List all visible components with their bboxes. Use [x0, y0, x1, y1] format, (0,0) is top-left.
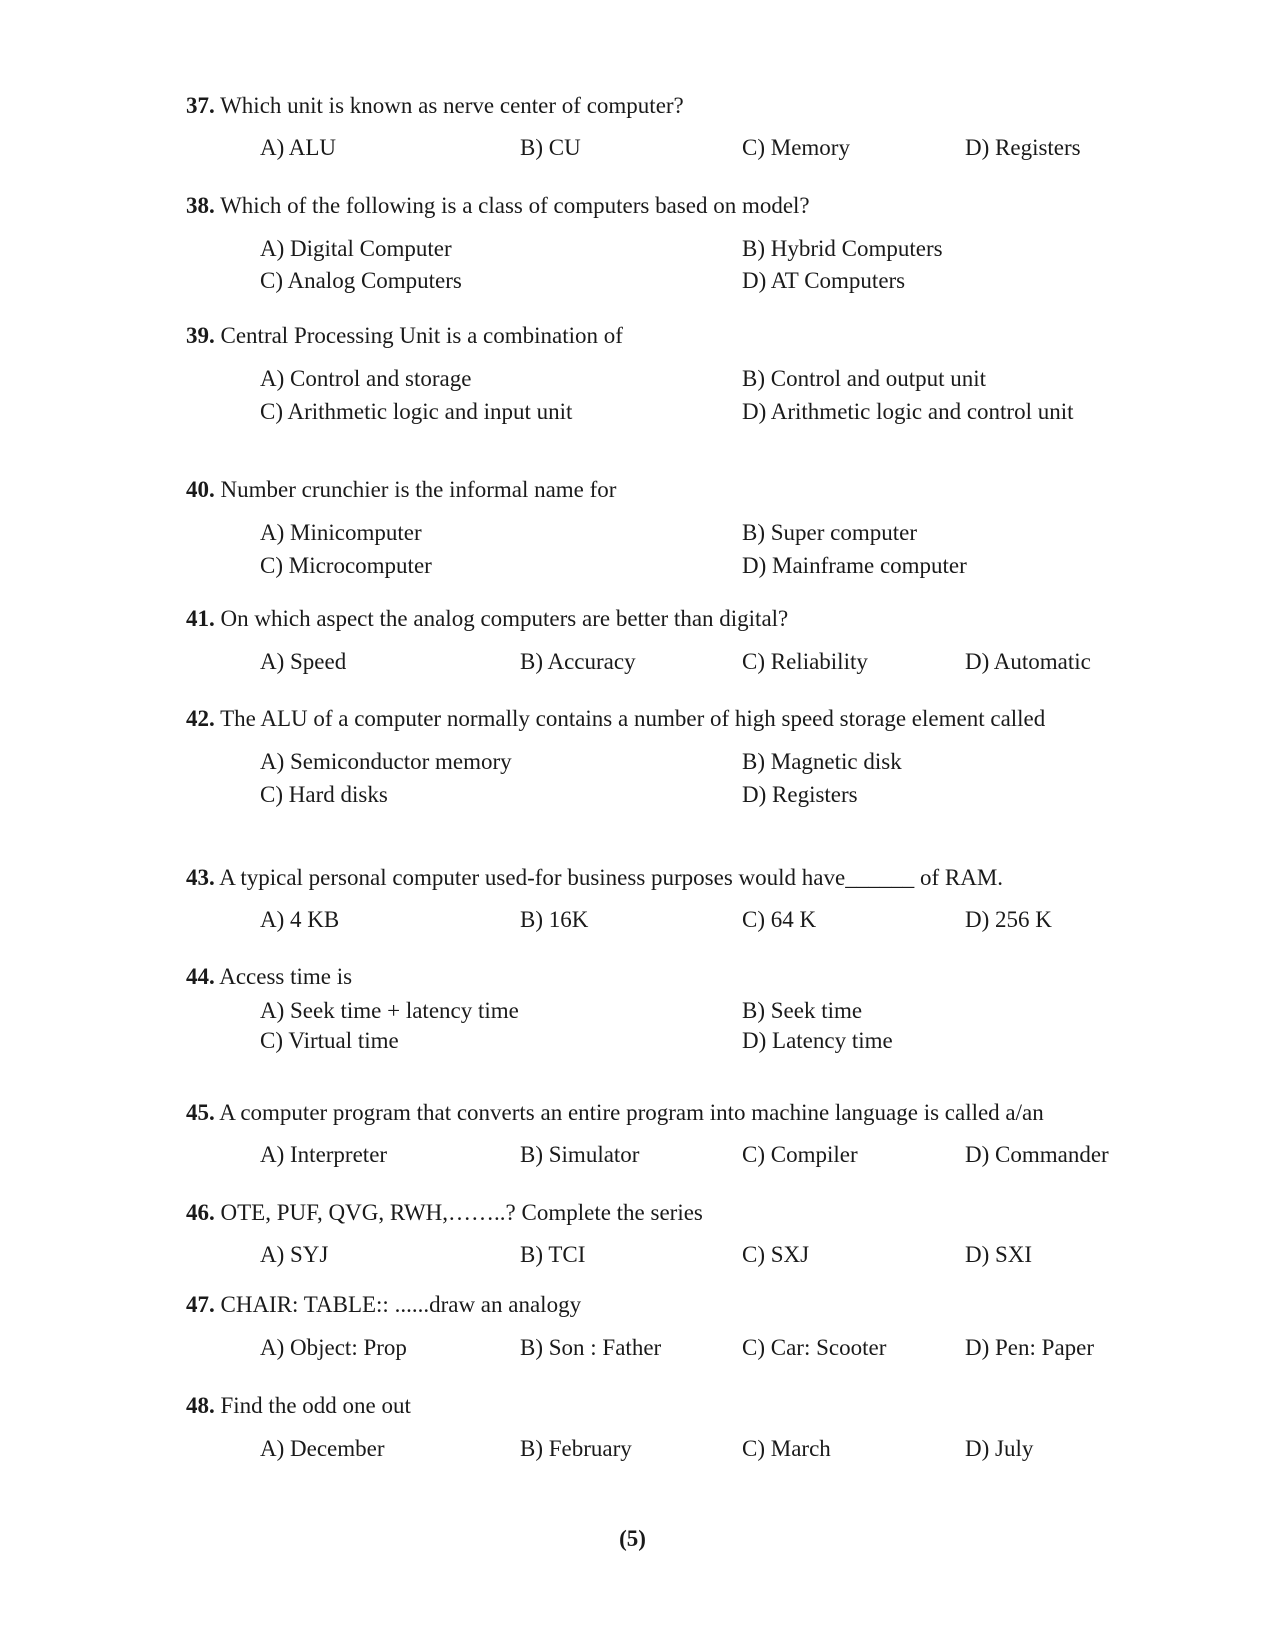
- option-d: D) Arithmetic logic and control unit: [742, 399, 1074, 424]
- question-39: [186, 322, 623, 350]
- option-a: A) ALU: [260, 135, 337, 160]
- question-text: The ALU of a computer normally contains a number of high speed storage element called: [220, 706, 1046, 731]
- option-c: C) March: [742, 1436, 831, 1461]
- option-c: C) Reliability: [742, 649, 868, 674]
- question-number: 41.: [186, 606, 215, 631]
- question-40: [186, 476, 616, 504]
- option-b: B) Control and output unit: [742, 366, 987, 391]
- option-b: B) CU: [520, 135, 581, 160]
- option-a: A) Semiconductor memory: [260, 749, 512, 774]
- question-number: 45.: [186, 1100, 215, 1125]
- question-38: [186, 192, 810, 220]
- option-d: D) Registers: [742, 782, 858, 807]
- question-number: 39.: [186, 323, 215, 348]
- option-c: C) Microcomputer: [260, 553, 432, 578]
- option-b: B) Accuracy: [520, 649, 636, 674]
- option-b: B) TCI: [520, 1242, 586, 1267]
- option-b: B) Seek time: [742, 998, 863, 1023]
- question-42: [186, 705, 1045, 733]
- question-number: 37.: [186, 93, 215, 118]
- question-47: [186, 1291, 581, 1319]
- option-d: D) Registers: [965, 135, 1081, 160]
- option-a: A) 4 KB: [260, 907, 340, 932]
- option-c: C) Virtual time: [260, 1028, 399, 1053]
- option-b: B) Son : Father: [520, 1335, 662, 1360]
- option-b: B) February: [520, 1436, 632, 1461]
- option-c: C) Car: Scooter: [742, 1335, 887, 1360]
- question-44: [186, 963, 352, 991]
- question-number: 38.: [186, 193, 215, 218]
- option-c: C) Compiler: [742, 1142, 858, 1167]
- question-41: [186, 605, 788, 633]
- question-number: 48.: [186, 1393, 215, 1418]
- option-a: A) Speed: [260, 649, 347, 674]
- question-text: Find the odd one out: [220, 1393, 411, 1418]
- question-text: A computer program that converts an entire program into machine language is called a/an: [219, 1100, 1044, 1125]
- option-d: D) Mainframe computer: [742, 553, 967, 578]
- option-a: A) Minicomputer: [260, 520, 422, 545]
- question-43: [186, 864, 1003, 892]
- option-a: A) Interpreter: [260, 1142, 388, 1167]
- question-text: Access time is: [219, 964, 353, 989]
- option-b: B) Super computer: [742, 520, 918, 545]
- question-text: Central Processing Unit is a combination of: [220, 323, 623, 348]
- option-b: B) Hybrid Computers: [742, 236, 943, 261]
- question-text: On which aspect the analog computers are better than digital?: [220, 606, 789, 631]
- option-a: A) SYJ: [260, 1242, 329, 1267]
- option-c: C) Hard disks: [260, 782, 388, 807]
- page-number: (5): [619, 1526, 646, 1551]
- question-number: 42.: [186, 706, 215, 731]
- option-a: A) Seek time + latency time: [260, 998, 519, 1023]
- option-d: D) Automatic: [965, 649, 1091, 674]
- option-a: A) December: [260, 1436, 385, 1461]
- option-d: D) July: [965, 1436, 1034, 1461]
- question-number: 47.: [186, 1292, 215, 1317]
- question-number: 44.: [186, 964, 215, 989]
- option-c: C) Analog Computers: [260, 268, 462, 293]
- option-a: A) Control and storage: [260, 366, 472, 391]
- option-c: C) SXJ: [742, 1242, 810, 1267]
- option-d: D) Latency time: [742, 1028, 893, 1053]
- question-45: [186, 1099, 1044, 1127]
- option-d: D) 256 K: [965, 907, 1052, 932]
- option-b: B) 16K: [520, 907, 589, 932]
- question-46: [186, 1199, 703, 1227]
- question-48: [186, 1392, 411, 1420]
- option-b: B) Simulator: [520, 1142, 640, 1167]
- option-a: A) Object: Prop: [260, 1335, 407, 1360]
- question-37: [186, 92, 684, 120]
- question-number: 43.: [186, 865, 215, 890]
- question-text: Which unit is known as nerve center of computer?: [220, 93, 684, 118]
- option-a: A) Digital Computer: [260, 236, 452, 261]
- question-text: OTE, PUF, QVG, RWH,……..? Complete the series: [220, 1200, 703, 1225]
- question-number: 40.: [186, 477, 215, 502]
- option-c: C) 64 K: [742, 907, 817, 932]
- option-c: C) Arithmetic logic and input unit: [260, 399, 573, 424]
- option-d: D) AT Computers: [742, 268, 906, 293]
- option-c: C) Memory: [742, 135, 850, 160]
- option-d: D) SXI: [965, 1242, 1033, 1267]
- question-number: 46.: [186, 1200, 215, 1225]
- option-d: D) Pen: Paper: [965, 1335, 1095, 1360]
- question-text: A typical personal computer used-for business purposes would have______ of RAM.: [219, 865, 1004, 890]
- question-text: CHAIR: TABLE:: ......draw an analogy: [220, 1292, 582, 1317]
- question-text: Number crunchier is the informal name for: [220, 477, 617, 502]
- option-b: B) Magnetic disk: [742, 749, 902, 774]
- question-text: Which of the following is a class of computers based on model?: [220, 193, 810, 218]
- option-d: D) Commander: [965, 1142, 1109, 1167]
